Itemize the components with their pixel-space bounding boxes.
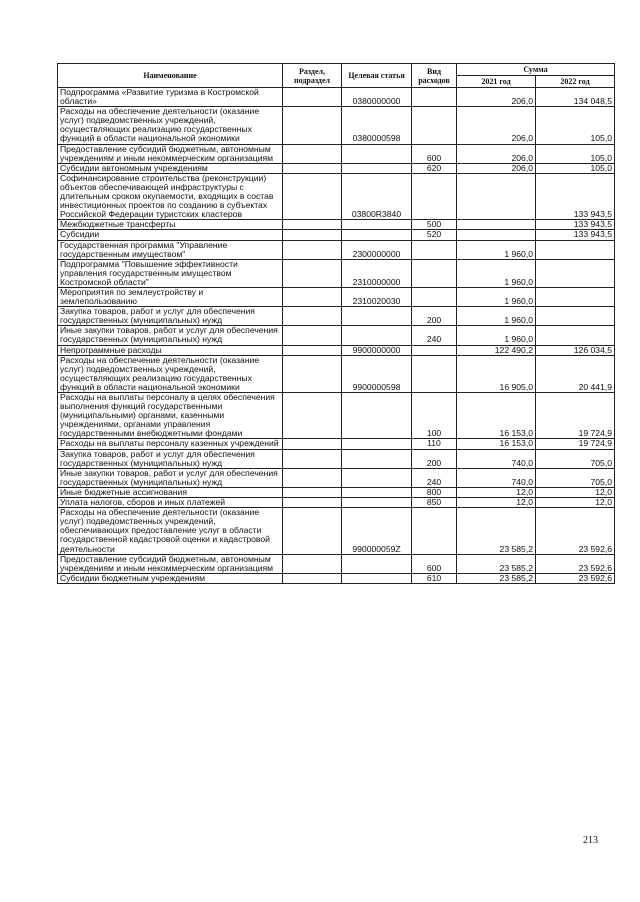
row-2022-cell: 133 943,5: [536, 220, 615, 230]
row-2022-cell: 23 592,6: [536, 573, 615, 583]
row-section-cell: [283, 163, 342, 173]
table-row: [58, 449, 615, 468]
row-section-cell: [283, 326, 342, 345]
row-section-cell: [283, 345, 342, 355]
row-name-cell: Расходы на выплаты персоналу в целях обеспечения выполнения функций государственными (муниципальными) органами, казенными учреждениями, органами управления государственными внебюджетными фондами: [58, 393, 283, 439]
row-target-cell: [342, 439, 412, 449]
table-row: [58, 287, 615, 306]
row-2021-cell: 1 960,0: [457, 307, 536, 326]
row-2021-cell: 12,0: [457, 487, 536, 497]
row-expense-cell: 520: [412, 230, 457, 240]
row-2022-cell: 133 943,5: [536, 173, 615, 219]
table-row: [58, 163, 615, 173]
row-2021-cell: [457, 220, 536, 230]
row-2022-cell: 126 034,5: [536, 345, 615, 355]
table-row: [58, 393, 615, 439]
table-row: [58, 573, 615, 583]
table-header: [58, 64, 615, 88]
row-2022-cell: [536, 287, 615, 306]
row-2021-cell: 12,0: [457, 498, 536, 508]
row-2021-cell: 23 585,2: [457, 508, 536, 554]
row-name-cell: Закупка товаров, работ и услуг для обеспечения государственных (муниципальных) нужд: [58, 307, 283, 326]
row-expense-cell: [412, 259, 457, 287]
row-section-cell: [283, 220, 342, 230]
row-2021-cell: [457, 173, 536, 219]
header-name: Наименование: [58, 64, 283, 88]
row-section-cell: [283, 144, 342, 163]
row-expense-cell: 800: [412, 487, 457, 497]
row-expense-cell: 850: [412, 498, 457, 508]
row-2021-cell: 206,0: [457, 107, 536, 144]
row-name-cell: Расходы на обеспечение деятельности (оказание услуг) подведомственных учреждений, осуществляющих реализацию государственных функций в области национальной экономики: [58, 355, 283, 392]
row-expense-cell: 100: [412, 393, 457, 439]
row-2022-cell: [536, 326, 615, 345]
row-target-cell: 990000059Z: [342, 508, 412, 554]
table-row: [58, 173, 615, 219]
row-target-cell: [342, 220, 412, 230]
row-expense-cell: [412, 107, 457, 144]
row-name-cell: Подпрограмма «Развитие туризма в Костромской области»: [58, 88, 283, 107]
row-2021-cell: 23 585,2: [457, 554, 536, 573]
row-name-cell: Иные закупки товаров, работ и услуг для обеспечения государственных (муниципальных) нужд: [58, 468, 283, 487]
row-2022-cell: 705,0: [536, 449, 615, 468]
row-name-cell: Субсидии автономным учреждениям: [58, 163, 283, 173]
table-row: [58, 498, 615, 508]
row-section-cell: [283, 230, 342, 240]
row-target-cell: 2310000000: [342, 259, 412, 287]
table-row: [58, 88, 615, 107]
row-2021-cell: 23 585,2: [457, 573, 536, 583]
row-expense-cell: [412, 88, 457, 107]
header-year-2022: 2022 год: [536, 76, 615, 88]
table-row: [58, 487, 615, 497]
row-expense-cell: [412, 355, 457, 392]
table-row: [58, 439, 615, 449]
table-row: [58, 107, 615, 144]
row-2021-cell: 1 960,0: [457, 240, 536, 259]
row-section-cell: [283, 393, 342, 439]
row-2021-cell: [457, 230, 536, 240]
row-name-cell: Расходы на обеспечение деятельности (оказание услуг) подведомственных учреждений, осуществляющих реализацию государственных функций в области национальной экономики: [58, 107, 283, 144]
row-2021-cell: 740,0: [457, 468, 536, 487]
row-target-cell: 0380000000: [342, 88, 412, 107]
row-section-cell: [283, 449, 342, 468]
row-name-cell: Софинансирование строительства (реконструкции) объектов обеспечивающей инфраструктуры с длительным сроком окупаемости, входящих в состав инвестиционных проектов по созданию в субъектах Российской Федерации туристских кластеров: [58, 173, 283, 219]
row-target-cell: [342, 393, 412, 439]
table-row: [58, 230, 615, 240]
table-row: [58, 240, 615, 259]
row-section-cell: [283, 307, 342, 326]
row-2022-cell: [536, 240, 615, 259]
row-target-cell: [342, 163, 412, 173]
table-row: [58, 220, 615, 230]
row-name-cell: Межбюджетные трансферты: [58, 220, 283, 230]
header-expense: Вид расходов: [412, 64, 457, 88]
page-number: 213: [583, 835, 598, 846]
table-row: [58, 144, 615, 163]
row-target-cell: [342, 230, 412, 240]
row-2022-cell: 19 724,9: [536, 393, 615, 439]
row-target-cell: 0380000598: [342, 107, 412, 144]
row-expense-cell: 200: [412, 307, 457, 326]
row-expense-cell: 500: [412, 220, 457, 230]
row-name-cell: Предоставление субсидий бюджетным, автономным учреждениям и иным некоммерческим организациям: [58, 554, 283, 573]
row-expense-cell: [412, 345, 457, 355]
row-target-cell: [342, 144, 412, 163]
row-2022-cell: 133 943,5: [536, 230, 615, 240]
row-section-cell: [283, 508, 342, 554]
table-row: [58, 307, 615, 326]
row-expense-cell: 600: [412, 144, 457, 163]
header-year-2021: 2021 год: [457, 76, 536, 88]
row-2021-cell: 1 960,0: [457, 326, 536, 345]
row-2021-cell: 740,0: [457, 449, 536, 468]
row-target-cell: [342, 498, 412, 508]
row-section-cell: [283, 355, 342, 392]
row-name-cell: Предоставление субсидий бюджетным, автономным учреждениям и иным некоммерческим организациям: [58, 144, 283, 163]
table-row: [58, 345, 615, 355]
row-2021-cell: 16 153,0: [457, 439, 536, 449]
table-row: [58, 355, 615, 392]
row-target-cell: [342, 326, 412, 345]
row-name-cell: Мероприятия по землеустройству и землепользованию: [58, 287, 283, 306]
header-section: Раздел, подраздел: [283, 64, 342, 88]
row-target-cell: 03800R3840: [342, 173, 412, 219]
row-expense-cell: 600: [412, 554, 457, 573]
row-section-cell: [283, 259, 342, 287]
row-section-cell: [283, 107, 342, 144]
row-name-cell: Субсидии: [58, 230, 283, 240]
row-name-cell: Государственная программа "Управление государственным имуществом": [58, 240, 283, 259]
table-row: [58, 554, 615, 573]
row-name-cell: Подпрограмма "Повышение эффективности управления государственным имуществом Костромской области": [58, 259, 283, 287]
table-row: [58, 259, 615, 287]
row-2022-cell: 134 048,5: [536, 88, 615, 107]
row-target-cell: [342, 487, 412, 497]
row-section-cell: [283, 287, 342, 306]
row-section-cell: [283, 173, 342, 219]
row-target-cell: 9900000000: [342, 345, 412, 355]
row-target-cell: [342, 554, 412, 573]
row-section-cell: [283, 468, 342, 487]
row-section-cell: [283, 88, 342, 107]
row-2022-cell: 105,0: [536, 163, 615, 173]
row-expense-cell: 240: [412, 468, 457, 487]
row-2021-cell: 206,0: [457, 144, 536, 163]
row-2022-cell: 12,0: [536, 498, 615, 508]
row-target-cell: [342, 468, 412, 487]
table-row: [58, 326, 615, 345]
row-2022-cell: 20 441,9: [536, 355, 615, 392]
row-name-cell: Уплата налогов, сборов и иных платежей: [58, 498, 283, 508]
budget-table: [57, 63, 615, 584]
row-2021-cell: 16 153,0: [457, 393, 536, 439]
row-2022-cell: 105,0: [536, 107, 615, 144]
row-2021-cell: 122 490,2: [457, 345, 536, 355]
row-name-cell: Иные закупки товаров, работ и услуг для обеспечения государственных (муниципальных) нужд: [58, 326, 283, 345]
row-expense-cell: 200: [412, 449, 457, 468]
header-sum: Сумма: [457, 64, 615, 76]
row-section-cell: [283, 554, 342, 573]
row-target-cell: 2310020030: [342, 287, 412, 306]
row-section-cell: [283, 573, 342, 583]
row-expense-cell: 110: [412, 439, 457, 449]
row-section-cell: [283, 498, 342, 508]
row-target-cell: [342, 449, 412, 468]
header-target: Целевая статья: [342, 64, 412, 88]
row-name-cell: Непрограммные расходы: [58, 345, 283, 355]
row-2022-cell: 19 724,9: [536, 439, 615, 449]
row-2022-cell: [536, 307, 615, 326]
row-section-cell: [283, 487, 342, 497]
row-expense-cell: [412, 240, 457, 259]
row-expense-cell: [412, 287, 457, 306]
row-2021-cell: 206,0: [457, 88, 536, 107]
row-name-cell: Субсидии бюджетным учреждениям: [58, 573, 283, 583]
row-2022-cell: 12,0: [536, 487, 615, 497]
row-2021-cell: 1 960,0: [457, 259, 536, 287]
row-section-cell: [283, 240, 342, 259]
row-name-cell: Иные бюджетные ассигнования: [58, 487, 283, 497]
table-body: [58, 88, 615, 584]
row-name-cell: Закупка товаров, работ и услуг для обеспечения государственных (муниципальных) нужд: [58, 449, 283, 468]
row-expense-cell: 240: [412, 326, 457, 345]
row-target-cell: [342, 573, 412, 583]
row-2021-cell: 1 960,0: [457, 287, 536, 306]
row-expense-cell: [412, 173, 457, 219]
row-expense-cell: 610: [412, 573, 457, 583]
row-2022-cell: 23 592,6: [536, 554, 615, 573]
row-expense-cell: [412, 508, 457, 554]
row-section-cell: [283, 439, 342, 449]
table-row: [58, 508, 615, 554]
row-expense-cell: 620: [412, 163, 457, 173]
row-2022-cell: [536, 259, 615, 287]
table-row: [58, 468, 615, 487]
row-2022-cell: 105,0: [536, 144, 615, 163]
row-2021-cell: 206,0: [457, 163, 536, 173]
row-2022-cell: 705,0: [536, 468, 615, 487]
row-name-cell: Расходы на обеспечение деятельности (оказание услуг) подведомственных учреждений, обеспечивающих предоставление услуг в области государственной кадастровой оценки и кадастровой деятельности: [58, 508, 283, 554]
row-2021-cell: 16 905,0: [457, 355, 536, 392]
row-target-cell: 2300000000: [342, 240, 412, 259]
row-target-cell: 9900000598: [342, 355, 412, 392]
row-2022-cell: 23 592,6: [536, 508, 615, 554]
row-target-cell: [342, 307, 412, 326]
row-name-cell: Расходы на выплаты персоналу казенных учреждений: [58, 439, 283, 449]
